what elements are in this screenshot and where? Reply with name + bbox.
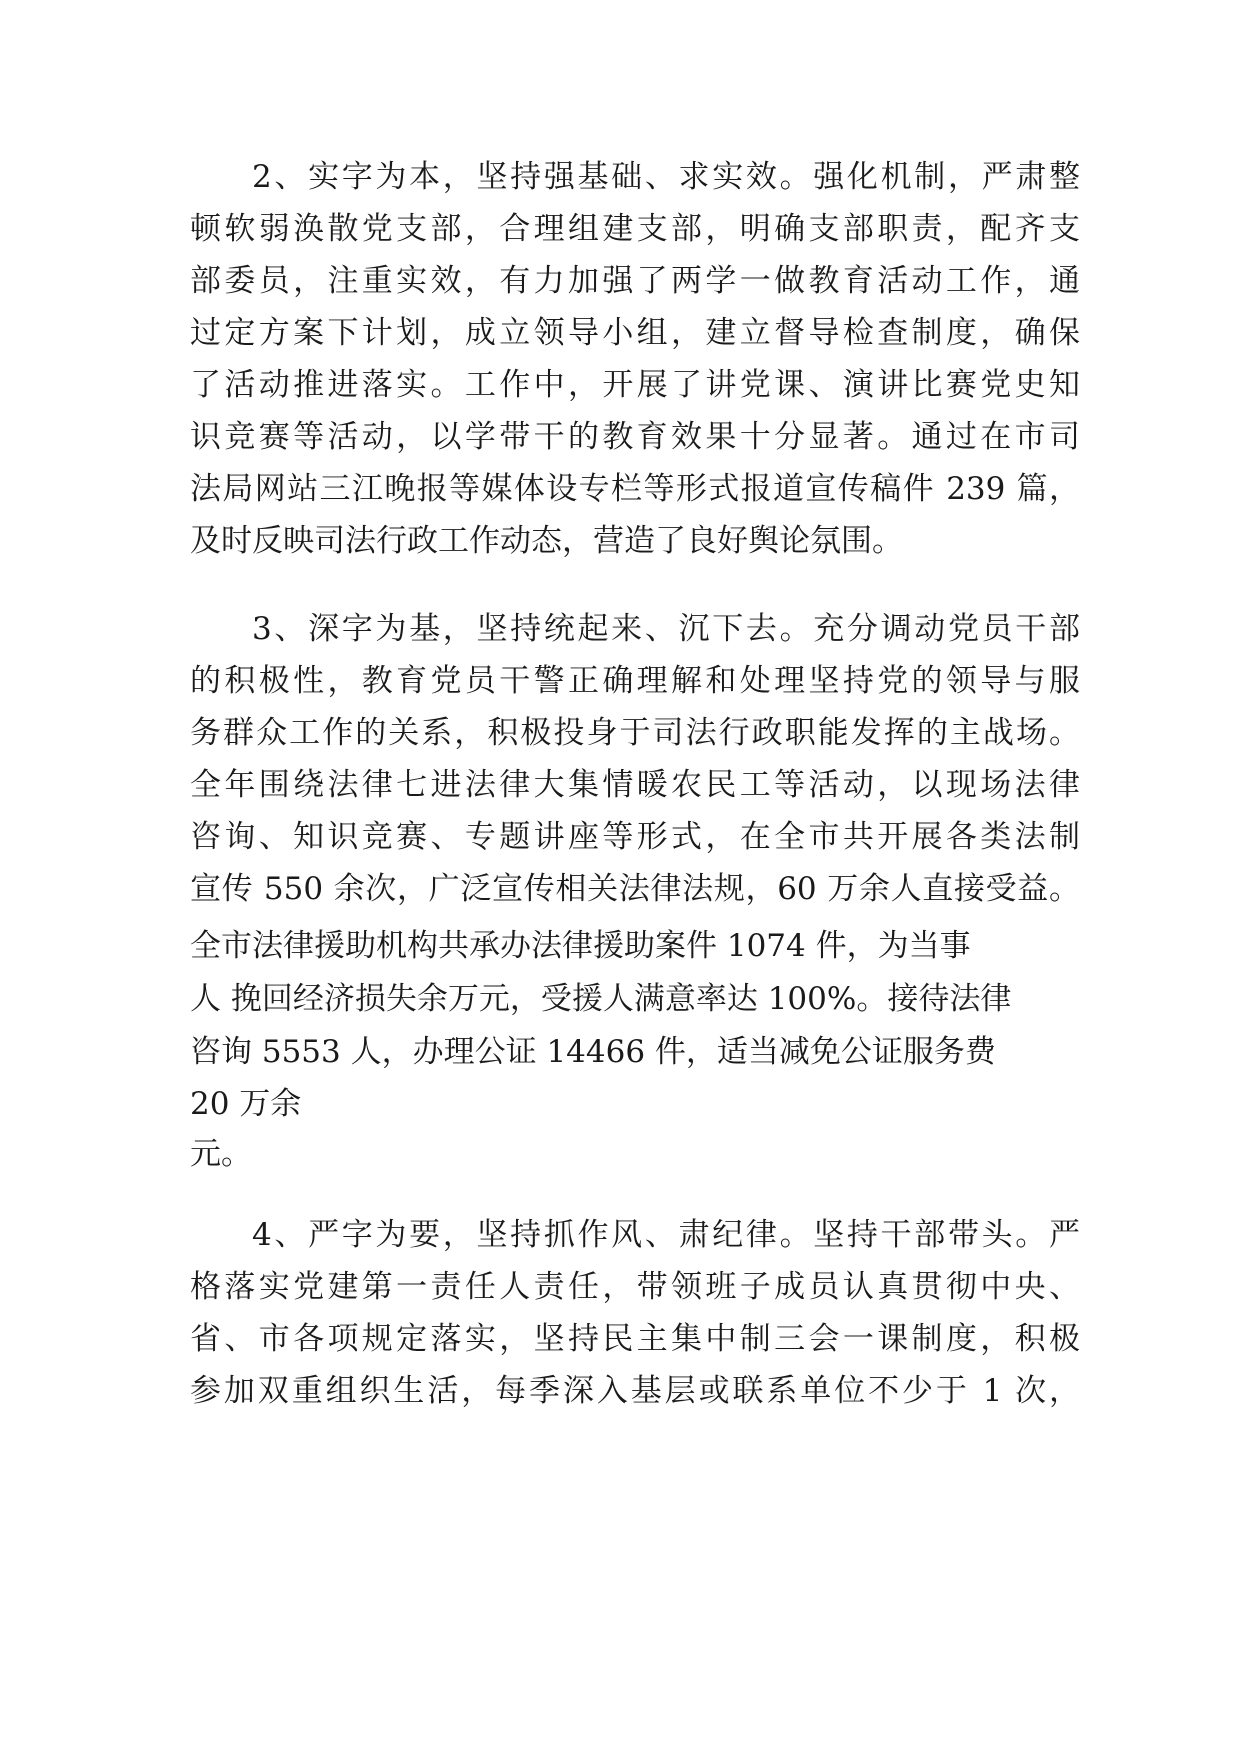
paragraph-1-line-6: 识竞赛等活动，以学带干的教育效果十分显著。通过在市司 — [190, 419, 1080, 455]
paragraph-1-line-7: 法局网站三江晚报等媒体设专栏等形式报道宣传稿件 239 篇， — [190, 471, 1080, 507]
paragraph-1-line-2: 顿软弱涣散党支部，合理组建支部，明确支部职责，配齐支 — [190, 211, 1080, 247]
paragraph-2-line-10: 20 万余 — [190, 1086, 302, 1122]
paragraph-2-line-4: 全年围绕法律七进法律大集情暖农民工等活动，以现场法律 — [190, 767, 1080, 803]
paragraph-3-line-3: 省、市各项规定落实，坚持民主集中制三会一课制度，积极 — [190, 1321, 1080, 1357]
paragraph-3-line-4: 参加双重组织生活，每季深入基层或联系单位不少于 1 次， — [190, 1373, 1080, 1409]
paragraph-2-line-11: 元。 — [190, 1136, 252, 1172]
paragraph-1-line-3: 部委员，注重实效，有力加强了两学一做教育活动工作，通 — [190, 263, 1080, 299]
paragraph-2-line-6: 宣传 550 余次，广泛宣传相关法律法规，60 万余人直接受益。 — [190, 871, 1080, 907]
paragraph-2-line-3: 务群众工作的关系，积极投身于司法行政职能发挥的主战场。 — [190, 715, 1080, 751]
paragraph-2-line-1: 3、深字为基，坚持统起来、沉下去。充分调动党员干部 — [252, 611, 1080, 647]
paragraph-2-line-2: 的积极性，教育党员干警正确理解和处理坚持党的领导与服 — [190, 663, 1080, 699]
paragraph-3-line-2: 格落实党建第一责任人责任，带领班子成员认真贯彻中央、 — [190, 1269, 1080, 1305]
paragraph-1-line-4: 过定方案下计划，成立领导小组，建立督导检查制度，确保 — [190, 315, 1080, 351]
paragraph-1-line-1: 2、实字为本，坚持强基础、求实效。强化机制，严肃整 — [252, 159, 1080, 195]
paragraph-1-line-5: 了活动推进落实。工作中，开展了讲党课、演讲比赛党史知 — [190, 367, 1080, 403]
paragraph-2-line-7: 全市法律援助机构共承办法律援助案件 1074 件，为当事 — [190, 928, 971, 964]
paragraph-2-line-9: 咨询 5553 人，办理公证 14466 件，适当减免公证服务费 — [190, 1034, 996, 1070]
paragraph-3-line-1: 4、严字为要，坚持抓作风、肃纪律。坚持干部带头。严 — [252, 1217, 1080, 1253]
paragraph-1-line-8: 及时反映司法行政工作动态，营造了良好舆论氛围。 — [190, 523, 903, 559]
paragraph-2-line-8: 人 挽回经济损失余万元，受援人满意率达 100%。接待法律 — [190, 981, 1012, 1017]
paragraph-2-line-5: 咨询、知识竞赛、专题讲座等形式，在全市共开展各类法制 — [190, 819, 1080, 855]
